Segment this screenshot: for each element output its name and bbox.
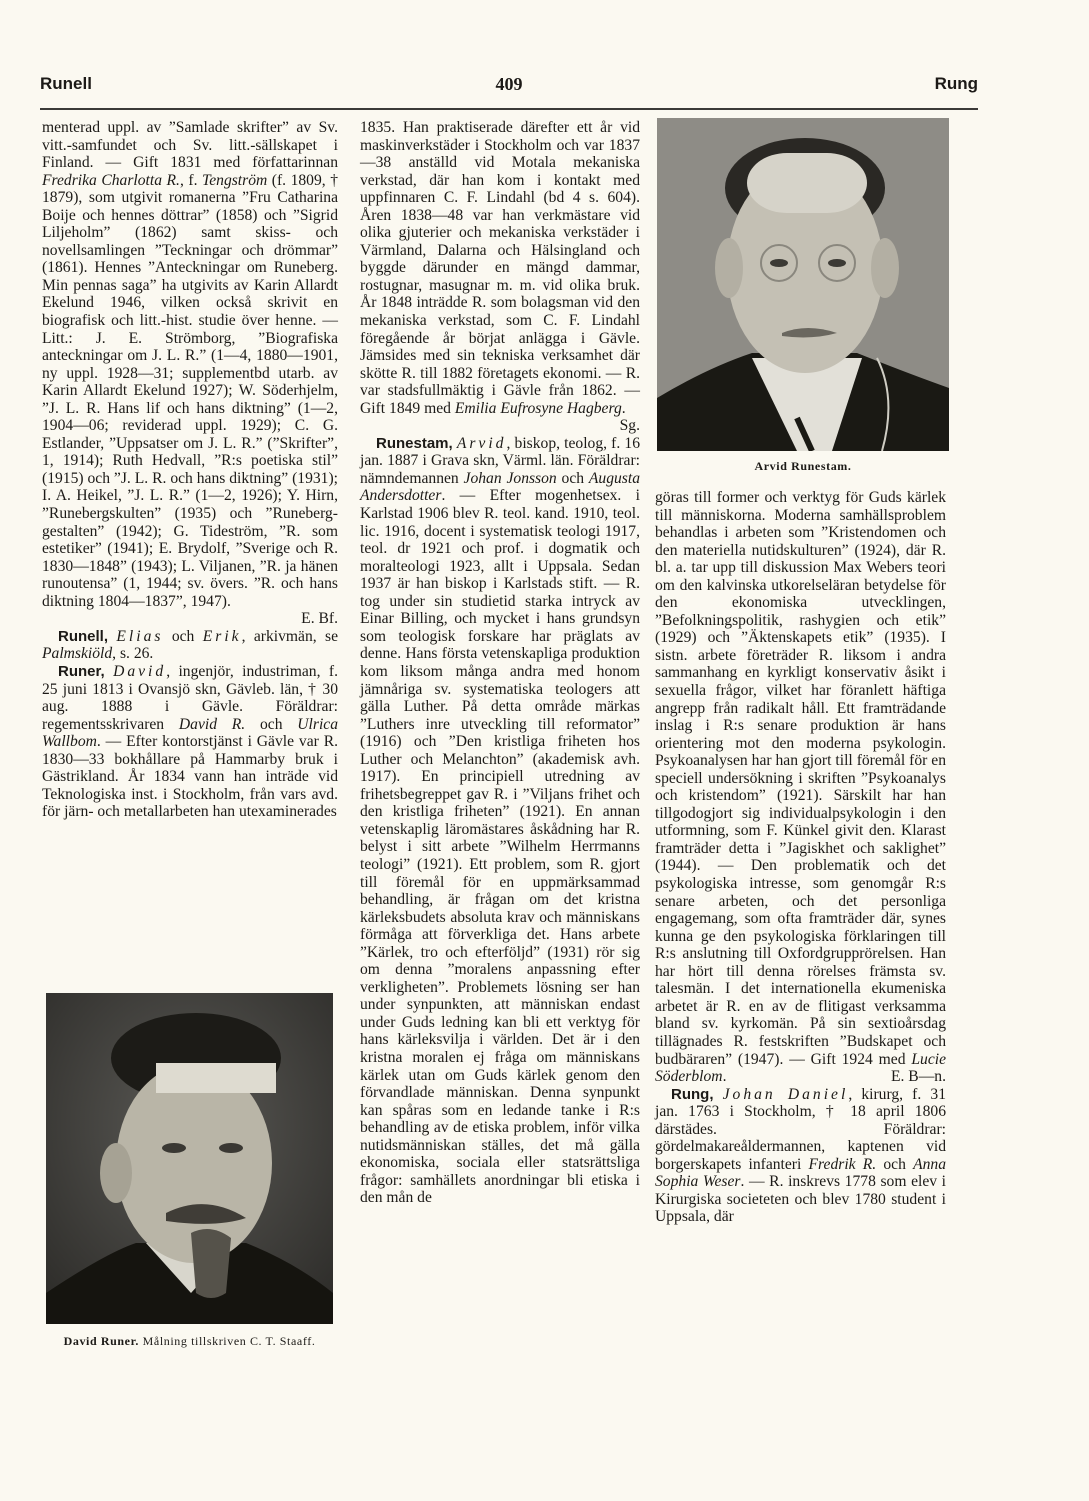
entry-runestam: Runestam, Arvid, biskop, teolog, f. 16 jan. 1887 i Grava skn, Värml. län. Föräldrar: nämndemannen Johan Jonsson och Augusta Andersdotter. — Efter mogenhetsex. i Karlstad 1906 blev R. teol. kand. 1910, teol. lic. 1916, docent i systematisk teologi 1917, teol. dr 1921 och prof. i dogmatik och moralteologi 1923, allt i Uppsala. Sedan 1937 är han biskop i Karlstads stift. — R. tog under sin studietid starka intryck av Einar Billing, och mycket i hans grundsyn som teologisk forskare har präglats av denne. Hans första vetenskapliga produktion kom liksom många andra med honom jämnåriga sv. systematiska teologers att gälla Luther. På detta område märkas ”Luthers inre utveckling till reformator” (1916) och ”Den kristliga friheten hos Luther och Melanchton” (akademisk avh. 1917). En principiell utredning av frihetsbegreppet gav R. i ”Viljans frihet och den kristliga friheten” (1921). En annan vetenskaplig läromästares åskådning har R. belyst i sitt arbete ”Wilhelm Herrmanns teologi” (1921). Ett problem, som R. gjort till föremål för en uppmärksammad behandling, är frågan om det kristna kärleksbudets absoluta krav och människans förmåga att förverkliga det. Hans arbete ”Kärlek, tro och efterföljd” (1931) rör sig om denna ”moralens anpassning efter verkligheten”. Problemets lösning ser han under synpunkten, att människan endast under Guds ledning kan bli ett verktyg för hans kärleksvilja i världen. Det är i den kristna moralen ej fråga om människans kärlek utan om Guds kärlek genom den förvandlade människan. Denna synpunkt kan spåras som en ledande tanke i R:s behandling av de etiska problem, inför vilka nutidsmänniskan ställes, det må gälla ekonomiska, sociala eller statsrättsliga frågor: samhällets anordningar bli etiska i den mån de xyxy=(360,434,640,1207)
maiden-name: Tengström xyxy=(201,171,268,189)
running-head-left: Runell xyxy=(40,74,92,93)
runer-entry-continuation: 1835. Han praktiserade därefter ett år vid maskinverkstäder i Stockholm och var 1837—38 anställd vid Motala mekaniska verkstad, där han kom i kontakt med uppfinnaren C. F. Lindahl (bd 4 s. 604). Åren 1838—48 var han verkmästare vid olika gjuterier och mekaniska verkstäder i Värmland, Dalarna och Hälsingland och byggde därunder en mängd dammar, rostugnar, masugnar m. m. vid olika bruk. År 1848 inträdde R. som bolagsman vid den mekaniska verkstad, som C. F. Lindahl föregående år börjat anlägga i Gävle. Jämsides med sin tekniska verksamhet där skötte R. till 1882 företagets ekonomi. — R. var stadsfullmäktig i Gävle från 1862. — Gift 1849 med Emilia Eufrosyne Hagberg. xyxy=(360,119,640,417)
portrait-image xyxy=(46,993,333,1324)
column-3 xyxy=(655,489,946,1226)
page-number: 409 xyxy=(495,74,523,94)
column-2 xyxy=(360,119,640,1207)
entry-headword: Runestam, xyxy=(376,434,453,452)
column-1 xyxy=(42,119,338,821)
figure-caption-runestam: Arvid Runestam. xyxy=(754,459,852,473)
entry-headword: Rung, xyxy=(671,1085,714,1103)
spouse-name: Lucie Söderblom xyxy=(655,1050,946,1086)
portrait-image xyxy=(657,118,949,451)
entry-headword: Runer, xyxy=(58,662,105,680)
spouse-name: Emilia Eufrosyne Hagberg xyxy=(454,399,622,417)
portrait-david-runer xyxy=(46,993,333,1324)
author-signature: E. Bf. xyxy=(301,610,338,628)
entry-runell: Runell, Elias och Erik, arkivmän, se Palmskiöld, s. 26. xyxy=(42,627,338,663)
cross-reference: Palmskiöld xyxy=(42,645,113,663)
running-head-right: Rung xyxy=(934,74,978,93)
entry-headword: Runell, xyxy=(58,627,109,645)
runeberg-entry-continuation: menterad uppl. av ”Samlade skrifter” av Sv. vitt.-samfundet och Sv. litt.-sällskapet i Finland. — Gift 1831 med författarinnan Fredrika Charlotta R., f. Tengström (f. 1809, † 1879), som utgivit romanerna ”Fru Catharina Boije och hennes döttrar” (1858) och ”Sigrid Liljeholm” (1862) samt skiss- och novellsamlingen ”Teckningar och drömmar” (1861). Hennes ”Anteckningar om Runeberg. Min pennas saga” ha utgivits av Karin Allardt Ekelund 1946, vilken också skrivit en biografisk och litt.-hist. studie över henne. — Litt.: J. E. Strömborg, ”Biografiska anteckningar om J. L. R.” (1—4, 1880—1901, ny uppl. 1928—31; supplementbd utarb. av Karin Allardt Ekelund 1927); W. Söderhjelm, ”J. L. R. Hans lif och hans diktning” (1—2, 1904—06; reviderad uppl. 1929); C. G. Estlander, ”Uppsatser om J. L. R.” (”Skrifter”, 1, 1914); Ruth Hedvall, ”R:s poetiska stil” (1915) och ”J. L. R. och hans diktning” (1931); I. A. Heikel, ”J. L. R.” (1—2, 1926); Y. Hirn, ”Runebergskulten” (1935) och ”Runeberg-gestalten” (1942); G. Tideström, ”R. som estetiker” (1941); E. Brydolf, ”Sverige och R. 1830—1848” (1943); L. Viljanen, ”R. ja hänen runoutensa” (1, 1944; sv. övers. ”R. och hans diktning 1804—1837”, 1947). xyxy=(42,119,338,610)
running-header xyxy=(40,68,978,110)
author-signature: E. B—n. xyxy=(890,1068,946,1086)
author-signature: Sg. xyxy=(619,417,640,435)
entry-rung: Rung, Johan Daniel, kirurg, f. 31 jan. 1763 i Stockholm, † 18 april 1806 därstädes. Föräldrar: gördelmakareåldermannen, kaptenen vid borgerskapets infanteri Fredrik R. och Anna Sophia Weser. — R. inskrevs 1778 som elev i Kirurgiska societeten och blev 1780 student i Uppsala, där xyxy=(655,1085,946,1226)
runestam-entry-continuation: göras till former och verktyg för Guds kärlek till människorna. Moderna samhällsproblem behandlas i arbeten som ”Kristendomen och den materiella nutidskulturen” (1924), där R. bl. a. tar upp till diskussion Max Webers teori om den kalvinska utkorelseläran betydelse för den ekonomiska utvecklingen, ”Befolkningspolitik, rashygien och etik” (1929) och ”Äktenskapets etik” (1935). I sistn. arbete företräder R. liksom i andra sammanhang en kyrkligt konservativ åsikt i sexuella frågor, vilket har föranlett häftiga angrepp från radikalt håll. Ett framträdande inslag i R:s senare produktion är hans orientering mot den moderna psykologin. Psykoanalysen har han gjort till föremål för en speciell undersökning i skriften ”Psykoanalys och kristendom” (1921). Särskilt har han tillgodogjort sig individualpsykologin i den utformning, som F. Künkel givit den. Klarast framträder detta i ”Jagiskhet och saklighet” (1944). — Den problematik och det psykologiska intresse, som genomgår R:s senare arbeten, och det personliga engagemang, som ofta framträder där, synes kunna ge den psykologiska förklaringen till R:s anslutning till Oxfordgrupprörelsen. Han har hört till denna rörelses främsta sv. talesmän. I det internationella ekumeniska arbetet är R. en av de flitigast verksamma bland sv. kyrkomän. På sin sextioårsdag tillägnades R. festskriften ”Budskapet och budbäraren” (1947). — Gift 1924 med Lucie Söderblom. E. B—n. xyxy=(655,489,946,1086)
entry-runer: Runer, David, ingenjör, industriman, f. 25 juni 1813 i Ovansjö skn, Gävleb. län, † 30 aug. 1888 i Gävle. Föräldrar: regementsskrivaren David R. och Ulrica Wallbom. — Efter kontorstjänst i Gävle var R. 1830—33 bokhållare på Hammarby bruk i Gästrikland. År 1834 vann han inträde vid Teknologiska inst. i Stockholm, från vars avd. för järn- och metallarbeten han utexaminerades xyxy=(42,662,339,821)
spouse-name: Fredrika Charlotta R. xyxy=(42,171,180,189)
figure-caption-runer: David Runer. Målning tillskriven C. T. Staaff. xyxy=(63,1334,316,1348)
portrait-arvid-runestam xyxy=(657,118,949,451)
